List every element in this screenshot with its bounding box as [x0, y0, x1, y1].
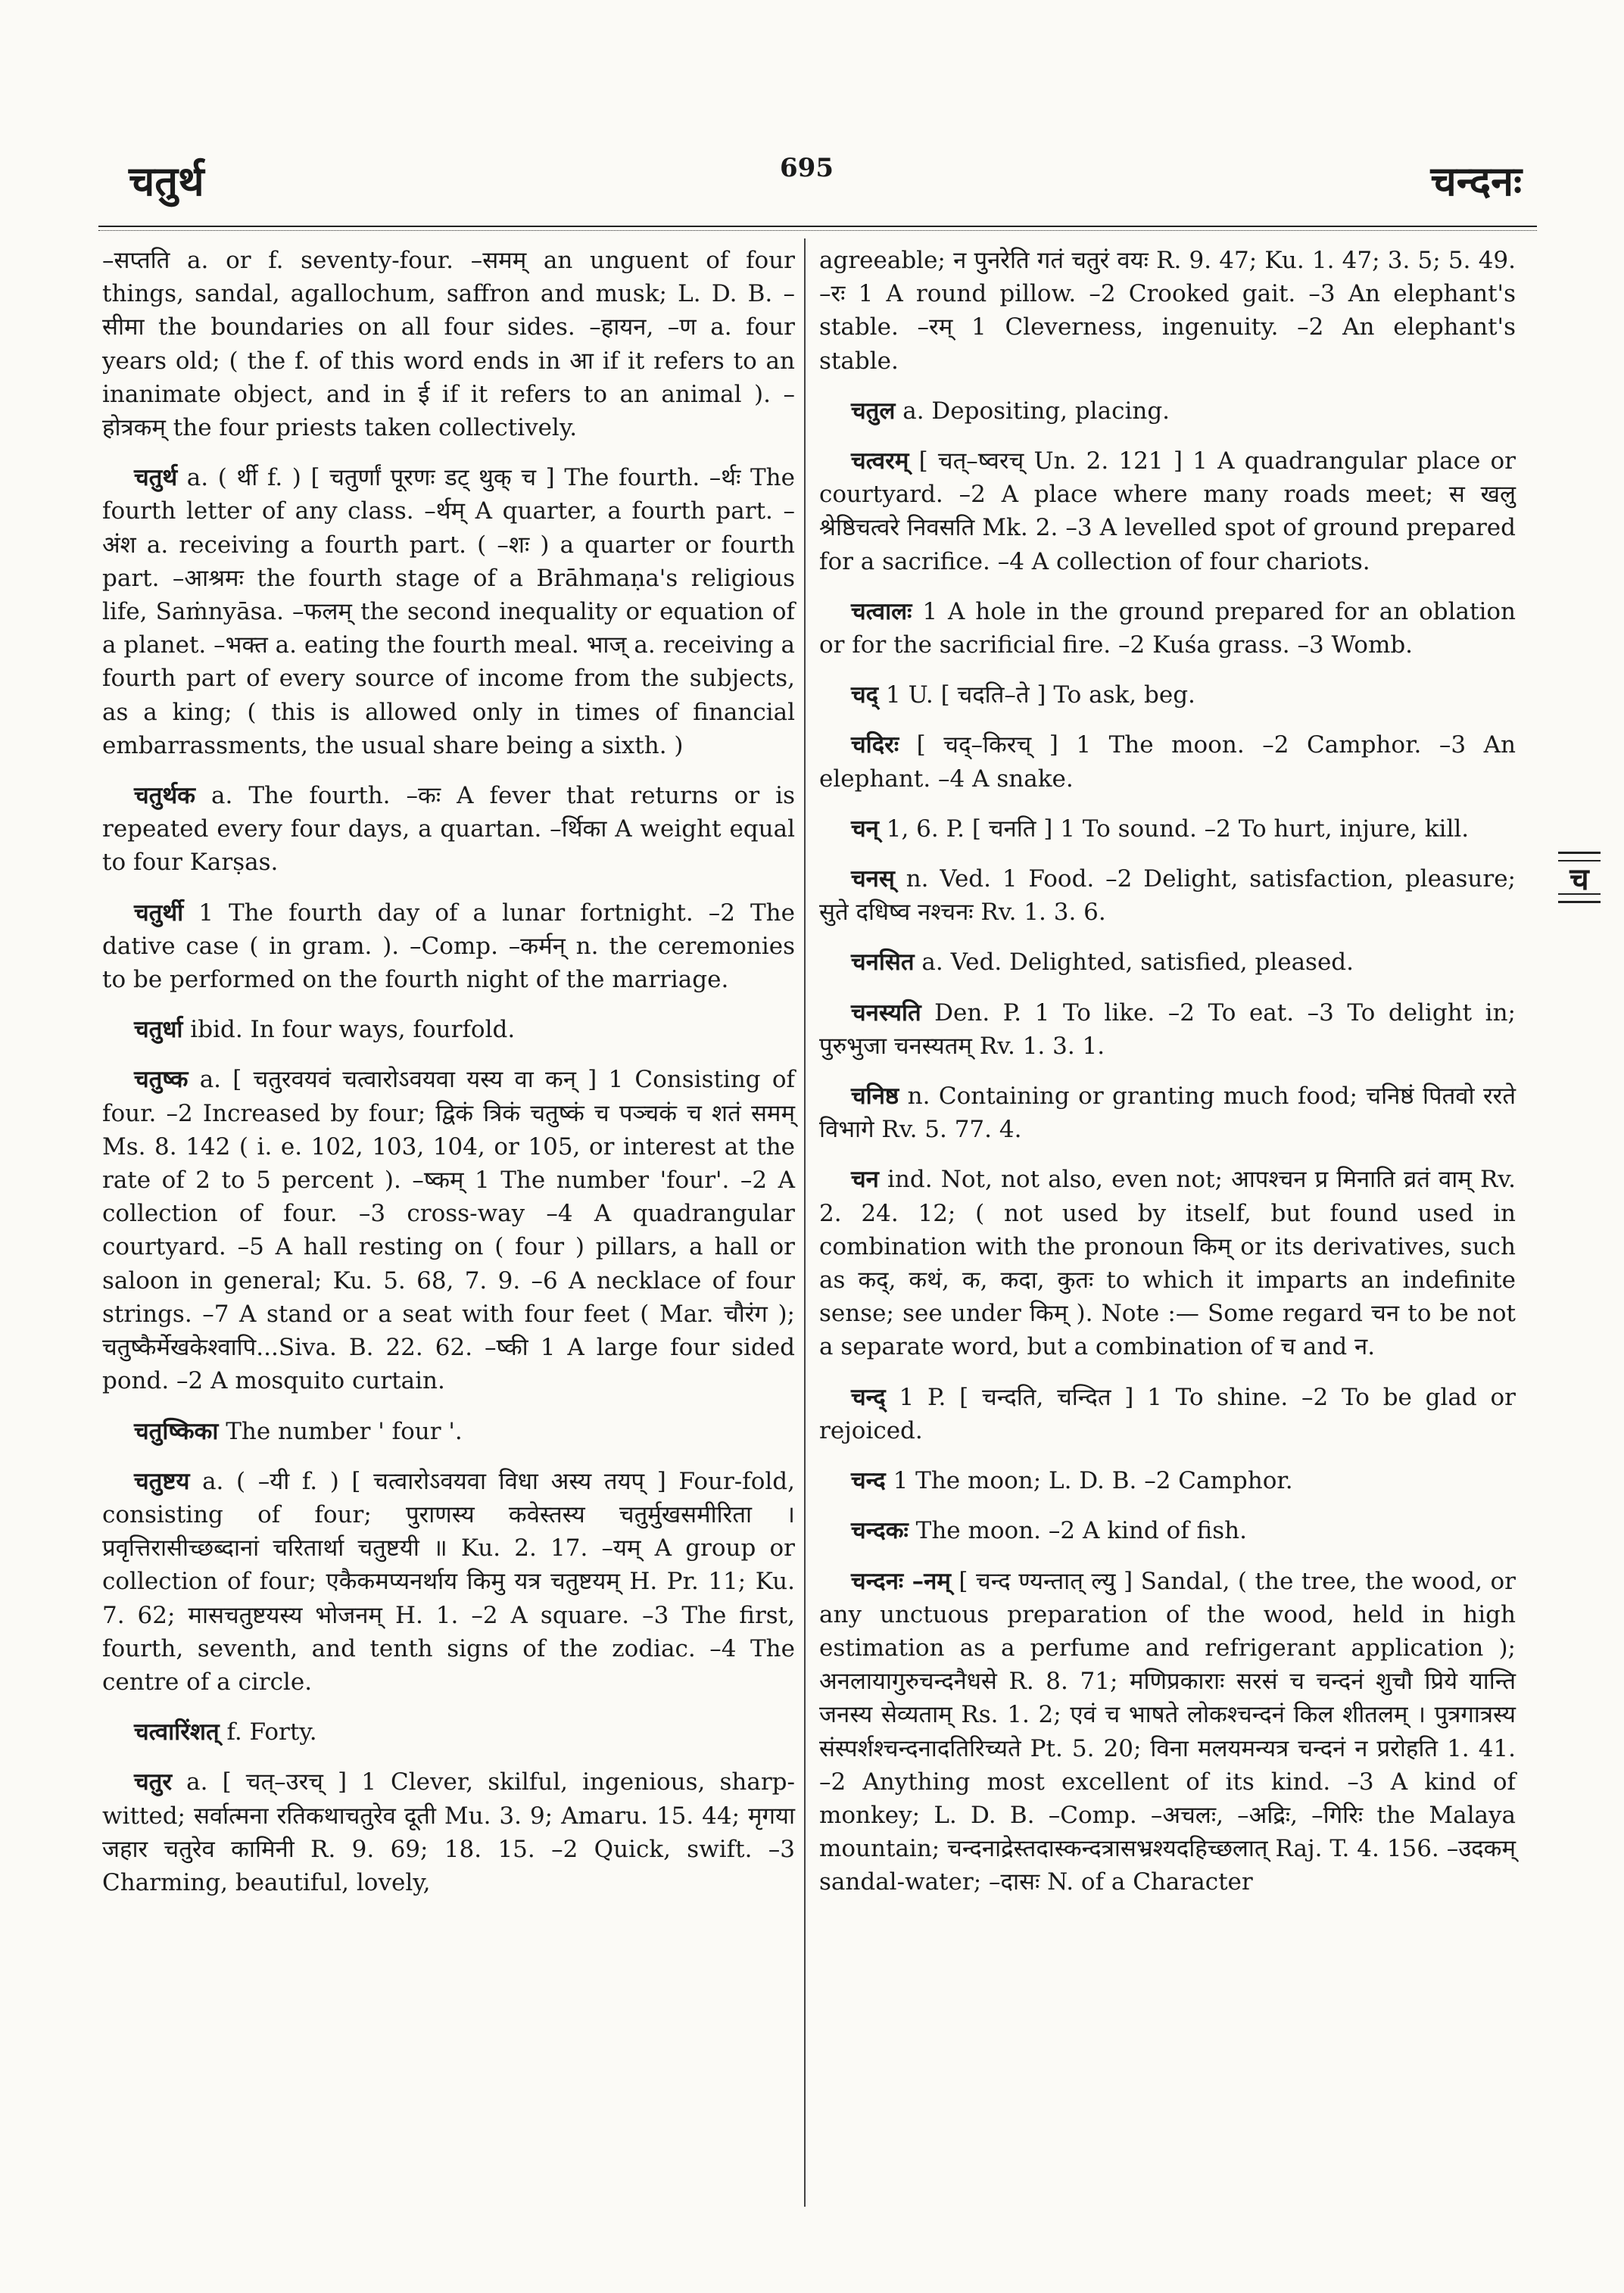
left-column	[102, 244, 795, 1916]
header-rule-dotted	[98, 230, 1537, 231]
entry-definition: 1 The fourth day of a lunar fortnight. –2 The dative case ( in gram. ). –Comp. –कर्मन् n. the ceremonies to be performed on the fourth night of the marriage.	[102, 899, 795, 994]
entry-headword: चतुष्क	[134, 1066, 189, 1094]
entry-headword: चत्वरम्	[851, 447, 909, 475]
page-number: 695	[780, 153, 834, 183]
entry-headword: चनस्यति	[851, 999, 921, 1027]
entry-definition: [ चत्–ष्वरच् Un. 2. 121 ] 1 A quadrangular place or courtyard. –2 A place where many roads meet; स खलु श्रेष्ठिचत्वरे निवसति Mk. 2. –3 A levelled spot of ground prepared for a sacrifice. –4 A collection of four chariots.	[819, 447, 1516, 575]
entry-headword: चन्द	[851, 1467, 886, 1495]
dictionary-entry	[819, 1565, 1516, 1899]
dictionary-entry	[819, 678, 1516, 712]
dictionary-entry	[102, 1415, 795, 1448]
dictionary-entry	[819, 244, 1516, 378]
dictionary-entry	[819, 996, 1516, 1063]
page-header	[114, 144, 1522, 220]
running-headword-left: चतुर्थ	[129, 157, 204, 205]
entry-definition: f. Forty.	[219, 1718, 317, 1746]
dictionary-entry	[819, 394, 1516, 428]
entry-definition: a. [ चतुरवयवं चत्वारोऽवयवा यस्य वा कन् ] 1 Consisting of four. –2 Increased by four; द्विकं त्रिकं चतुष्कं च पञ्चकं च शतं समम् Ms. 8. 142 ( i. e. 102, 103, 104, or 105, or interest at the rate of 2 to 5 percent ). –ष्कम् 1 The number 'four'. –2 A collection of four. –3 cross-way –4 A quadrangular courtyard. –5 A hall resting on ( four ) pillars, a hall or saloon in general; Ku. 5. 68, 7. 9. –6 A necklace of four strings. –7 A stand or a seat with four feet ( Mar. चौरंग ); चतुष्कैर्मेखकेश्वापि...Siva. B. 22. 62. –ष्की 1 A large four sided pond. –2 A mosquito curtain.	[102, 1066, 795, 1395]
entry-headword: चतुर्धा	[134, 1016, 183, 1044]
dictionary-entry	[819, 1381, 1516, 1447]
entry-headword: चद्	[851, 681, 879, 709]
entry-definition: n. Containing or granting much food; चनिष्ठं पितवो ररते विभागे Rv. 5. 77. 4.	[819, 1083, 1516, 1144]
entry-definition: agreeable; न पुनरेति गतं चतुरं वयः R. 9. 47; Ku. 1. 47; 3. 5; 5. 49. –रः 1 A round pillow. –2 Crooked gait. –3 An elephant's stable. –रम् 1 Cleverness, ingenuity. –2 An elephant's stable.	[819, 247, 1516, 375]
entry-headword: चतुर्थी	[134, 899, 184, 927]
dictionary-entry	[102, 461, 795, 762]
entry-definition: a. [ चत्–उरच् ] 1 Clever, skilful, ingenious, sharp-witted; सर्वात्मना रतिकथाचतुरेव दूती Mu. 3. 9; Amaru. 15. 44; मृगया जहार चतुरेव कामिनी R. 9. 69; 18. 15. –2 Quick, swift. –3 Charming, beautiful, lovely,	[102, 1768, 795, 1896]
dictionary-entry	[819, 728, 1516, 795]
dictionary-entry	[819, 1163, 1516, 1363]
thumb-index-tab[interactable]: च	[1558, 852, 1601, 903]
entry-definition: a. ( र्थी f. ) [ चतुर्णां पूरणः डट् थुक् च ] The fourth. –र्थः The fourth letter of any class. –र्थम् A quarter, a fourth part. –अंश a. receiving a fourth part. ( –शः ) a quarter or fourth part. –आश्रमः the fourth stage of a Brāhmaṇa's religious life, Saṁnyāsa. –फलम् the second inequality or equation of a planet. –भक्त a. eating the fourth meal. भाज् a. receiving a fourth part of every source of income from the subjects, as a king; ( this is allowed only in times of financial embarrassments, the usual share being a sixth. )	[102, 464, 795, 759]
entry-definition: [ चन्द ण्यन्तात् ल्यु ] Sandal, ( the tree, the wood, or any unctuous preparation of the wood, held in high estimation as a perfume and refrigerant application ); अनलायागुरुचन्दनैधसे R. 8. 71; मणिप्रकाराः सरसं च चन्दनं शुचौ प्रिये यान्ति जनस्य सेव्यताम् Rs. 1. 2; एवं च भाषते लोकश्चन्दनं किल शीतलम् । पुत्रगात्रस्य संस्पर्शश्चन्दनादतिरिच्यते Pt. 5. 20; विना मलयमन्यत्र चन्दनं न प्ररोहति 1. 41. –2 Anything most excellent of its kind. –3 A kind of monkey; L. D. B. –Comp. –अचलः, –अद्रिः, –गिरिः the Malaya mountain; चन्दनाद्रेस्तदास्कन्दत्रासभ्रश्यदहिच्छलात् Raj. T. 4. 156. –उदकम् sandal-water; –दासः N. of a Character	[819, 1567, 1516, 1896]
dictionary-entry	[819, 444, 1516, 578]
entry-definition: [ चद्–किरच् ] 1 The moon. –2 Camphor. –3 An elephant. –4 A snake.	[819, 731, 1516, 793]
entry-headword: चदिरः	[851, 731, 899, 759]
entry-headword: चन	[851, 1166, 879, 1194]
entry-headword: चनिष्ठ	[851, 1083, 899, 1111]
entry-headword: चतुष्टय	[134, 1467, 190, 1495]
dictionary-entry	[102, 1465, 795, 1699]
dictionary-entry	[819, 812, 1516, 846]
dictionary-entry	[102, 896, 795, 997]
header-rule	[98, 226, 1537, 227]
dictionary-entry	[102, 1715, 795, 1749]
entry-headword: चतुष्किका	[134, 1417, 219, 1445]
entry-headword: चन्	[851, 815, 879, 843]
entry-headword: चन्दकः	[851, 1517, 909, 1545]
dictionary-entry	[819, 862, 1516, 929]
entry-definition: n. Ved. 1 Food. –2 Delight, satisfaction, pleasure; सुते दधिष्व नश्चनः Rv. 1. 3. 6.	[819, 865, 1516, 927]
dictionary-entry	[819, 595, 1516, 662]
entry-headword: चतुल	[851, 397, 896, 425]
entry-definition: 1 A hole in the ground prepared for an oblation or for the sacrificial fire. –2 Kuśa grass. –3 Womb.	[819, 597, 1516, 659]
dictionary-entry	[819, 1514, 1516, 1547]
entry-headword: चनस्	[851, 865, 895, 893]
entry-definition: ibid. In four ways, fourfold.	[182, 1016, 516, 1044]
running-headword-right: चन्दनः	[1430, 157, 1522, 205]
dictionary-entry	[102, 1063, 795, 1397]
entry-definition: a. Depositing, placing.	[895, 397, 1170, 425]
entry-definition: a. The fourth. –कः A fever that returns or is repeated every four days, a quartan. –र्थिका A weight equal to four Karṣas.	[102, 782, 795, 877]
entry-headword: चतुर्थक	[134, 782, 195, 810]
dictionary-entry	[102, 1013, 795, 1046]
entry-definition: a. ( –यी f. ) [ चत्वारोऽवयवा विधा अस्य तयप् ] Four-fold, consisting of four; पुराणस्य कवेस्तस्य चतुर्मुखसमीरिता । प्रवृत्तिरासीच्छब्दानां चरितार्था चतुष्टयी ॥ Ku. 2. 17. –यम् A group or collection of four; एकैकमप्यनर्थाय किमु यत्र चतुष्टयम् H. Pr. 11; Ku. 7. 62; मासचतुष्टयस्य भोजनम् H. 1. –2 A square. –3 The first, fourth, seventh, and tenth signs of the zodiac. –4 The centre of a circle.	[102, 1467, 795, 1696]
entry-definition: 1 P. [ चन्दति, चन्दित ] 1 To shine. –2 To be glad or rejoiced.	[819, 1383, 1516, 1444]
column-divider	[804, 238, 806, 2207]
dictionary-entry	[102, 244, 795, 444]
entry-headword: चन्द्	[851, 1383, 886, 1411]
entry-headword: चत्वारिंशत्	[134, 1718, 220, 1746]
dictionary-entry	[102, 1765, 795, 1899]
entry-definition: 1 U. [ चदति–ते ] To ask, beg.	[878, 681, 1195, 709]
entry-headword: चनसित	[851, 949, 915, 977]
entry-definition: 1 The moon; L. D. B. –2 Camphor.	[885, 1467, 1293, 1495]
entry-headword: चत्वालः	[851, 597, 912, 625]
entry-definition: a. Ved. Delighted, satisfied, pleased.	[914, 949, 1354, 977]
entry-definition: The number ' four '.	[218, 1417, 463, 1445]
dictionary-entry	[819, 946, 1516, 979]
entry-headword: चन्दनः –नम्	[851, 1567, 951, 1595]
entry-definition: The moon. –2 A kind of fish.	[908, 1517, 1247, 1545]
dictionary-entry	[819, 1464, 1516, 1497]
entry-definition: Den. P. 1 To like. –2 To eat. –3 To delight in; पुरुभुजा चनस्यतम् Rv. 1. 3. 1.	[819, 999, 1516, 1060]
entry-headword: चतुर्थ	[134, 464, 178, 492]
right-column	[819, 244, 1516, 1916]
dictionary-entry	[819, 1080, 1516, 1146]
entry-definition: –सप्तति a. or f. seventy-four. –समम् an unguent of four things, sandal, agallochum, saffron and musk; L. D. B. –सीमा the boundaries on all four sides. –हायन, –ण a. four years old; ( the f. of this word ends in आ if it refers to an inanimate object, and in ई if it refers to an animal ). –होत्रकम् the four priests taken collectively.	[102, 247, 795, 442]
entry-headword: चतुर	[134, 1768, 173, 1796]
entry-definition: 1, 6. P. [ चनति ] 1 To sound. –2 To hurt, injure, kill.	[878, 815, 1470, 843]
entry-definition: ind. Not, not also, even not; आपश्चन प्र मिनाति व्रतं वाम् Rv. 2. 24. 12; ( not used by itself, but found used in combination with the pronoun किम् or its derivatives, such as कद्, कथं, क, कदा, कुतः to which it imparts an indefinite sense; see under किम् ). Note :— Some regard चन to be not a separate word, but a combination of च and न.	[819, 1166, 1516, 1361]
dictionary-entry	[102, 779, 795, 880]
